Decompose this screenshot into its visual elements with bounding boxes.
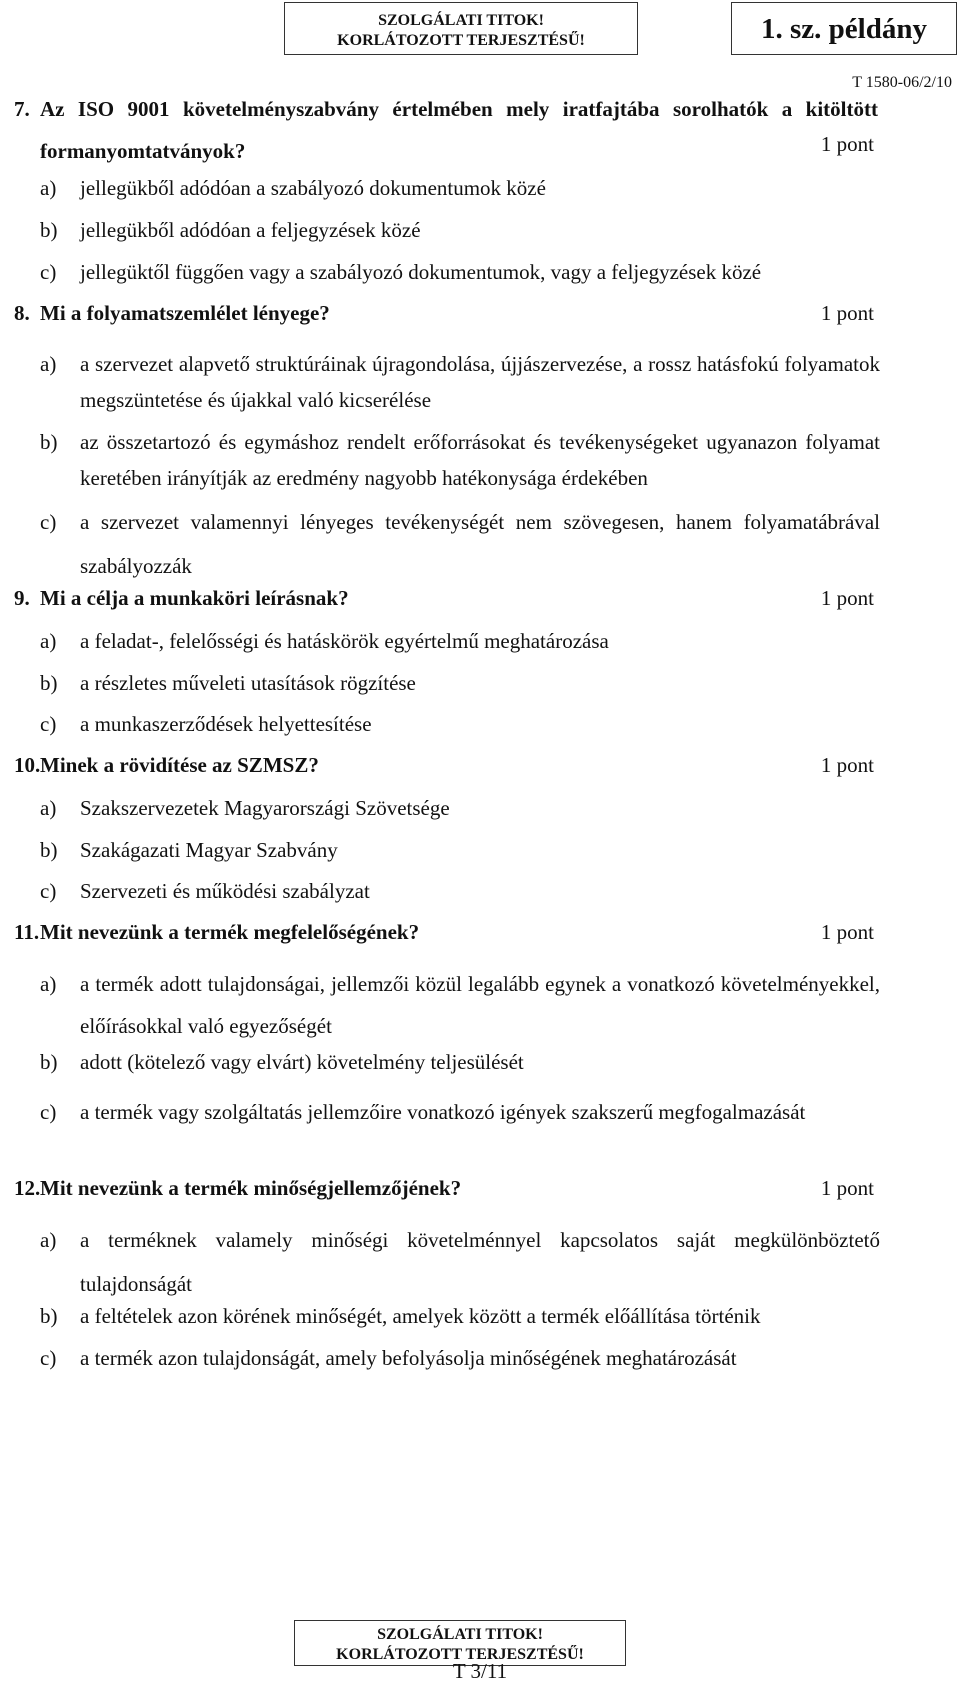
option-b: b) jellegükből adódóan a feljegyzések közé (40, 218, 421, 242)
question-points: 1 pont (820, 586, 874, 610)
question-12 (14, 1176, 878, 1201)
question-7 (14, 88, 878, 172)
option-c: c) a termék azon tulajdonságát, amely befolyásolja minőségének meghatározását (40, 1346, 737, 1370)
option-c: c) a szervezet valamennyi lényeges tevékenységét nem szövegesen, hanem folyamatábrával szabályozzák (40, 510, 880, 578)
option-a: a) jellegükből adódóan a szabályozó dokumentumok közé (40, 176, 546, 200)
question-11 (14, 920, 878, 945)
option-a: a) a terméknek valamely minőségi követelménnyel kapcsolatos saját megkülönböztető tulajdonságát (40, 1228, 880, 1296)
question-number: 12. (14, 1176, 41, 1200)
question-text: Minek a rövidítése az SZMSZ? (40, 753, 319, 777)
document-code: T 1580-06/2/10 (852, 74, 952, 91)
option-b: b) a feltételek azon körének minőségét, amelyek között a termék előállítása történik (40, 1304, 761, 1328)
option-a: a) a termék adott tulajdonságai, jellemzői közül legalább egynek a vonatkozó követelményekkel, előírásokkal való egyezőségét (40, 972, 880, 1038)
question-number: 7. (14, 97, 30, 121)
classification-line2: KORLÁTOZOTT TERJESZTÉSŰ! (337, 32, 585, 49)
question-text: Mi a folyamatszemlélet lényege? (40, 301, 330, 325)
option-a: a) a szervezet alapvető struktúráinak újragondolása, újjászervezése, a rossz hatásfokú folyamatok megszüntetése és újakkal való kicserélése (40, 352, 880, 412)
option-a: a) a feladat-, felelősségi és hatáskörök egyértelmű meghatározása (40, 629, 609, 653)
question-number: 11. (14, 920, 40, 944)
copy-label: 1. sz. példány (731, 2, 957, 55)
question-9 (14, 586, 878, 611)
option-c: c) a termék vagy szolgáltatás jellemzőire vonatkozó igények szakszerű megfogalmazását (40, 1100, 806, 1124)
option-b: b) az összetartozó és egymáshoz rendelt erőforrásokat és tevékenységeket ugyanazon folyamat keretében irányítják az eredmény nagyobb hatékonysága érdekében (40, 430, 880, 490)
option-c: c) Szervezeti és működési szabályzat (40, 879, 370, 903)
question-points: 1 pont (820, 753, 874, 777)
option-a: a) Szakszervezetek Magyarországi Szövetsége (40, 796, 450, 820)
classification-line1: SZOLGÁLATI TITOK! (378, 12, 544, 29)
option-b: b) adott (kötelező vagy elvárt) követelmény teljesülését (40, 1050, 524, 1074)
question-number: 10. (14, 753, 41, 777)
question-points: 1 pont (820, 1176, 874, 1200)
question-text: Az ISO 9001 követelményszabvány értelmében mely iratfajtába sorolhatók a kitöltött formanyomtatványok? (40, 97, 878, 163)
question-number: 8. (14, 301, 30, 325)
option-b: b) a részletes műveleti utasítások rögzítése (40, 671, 416, 695)
question-8 (14, 301, 878, 326)
question-text: Mit nevezünk a termék megfelelőségének? (40, 920, 420, 944)
option-b: b) Szakágazati Magyar Szabvány (40, 838, 338, 862)
classification-header (284, 2, 638, 55)
classification-line1: SZOLGÁLATI TITOK! (377, 1626, 543, 1643)
question-number: 9. (14, 586, 30, 610)
option-c: c) a munkaszerződések helyettesítése (40, 712, 372, 736)
question-text: Mi a célja a munkaköri leírásnak? (40, 586, 349, 610)
option-c: c) jellegüktől függően vagy a szabályozó dokumentumok, vagy a feljegyzések közé (40, 260, 762, 284)
question-points: 1 pont (820, 301, 874, 325)
question-points: 1 pont (820, 920, 874, 944)
classification-line2: KORLÁTOZOTT TERJESZTÉSŰ! (336, 1646, 584, 1663)
question-points: 1 pont (820, 132, 874, 156)
question-text: Mit nevezünk a termék minőségjellemzőjének? (40, 1176, 462, 1200)
question-10 (14, 753, 878, 778)
page-number: T 3/11 (452, 1659, 508, 1683)
